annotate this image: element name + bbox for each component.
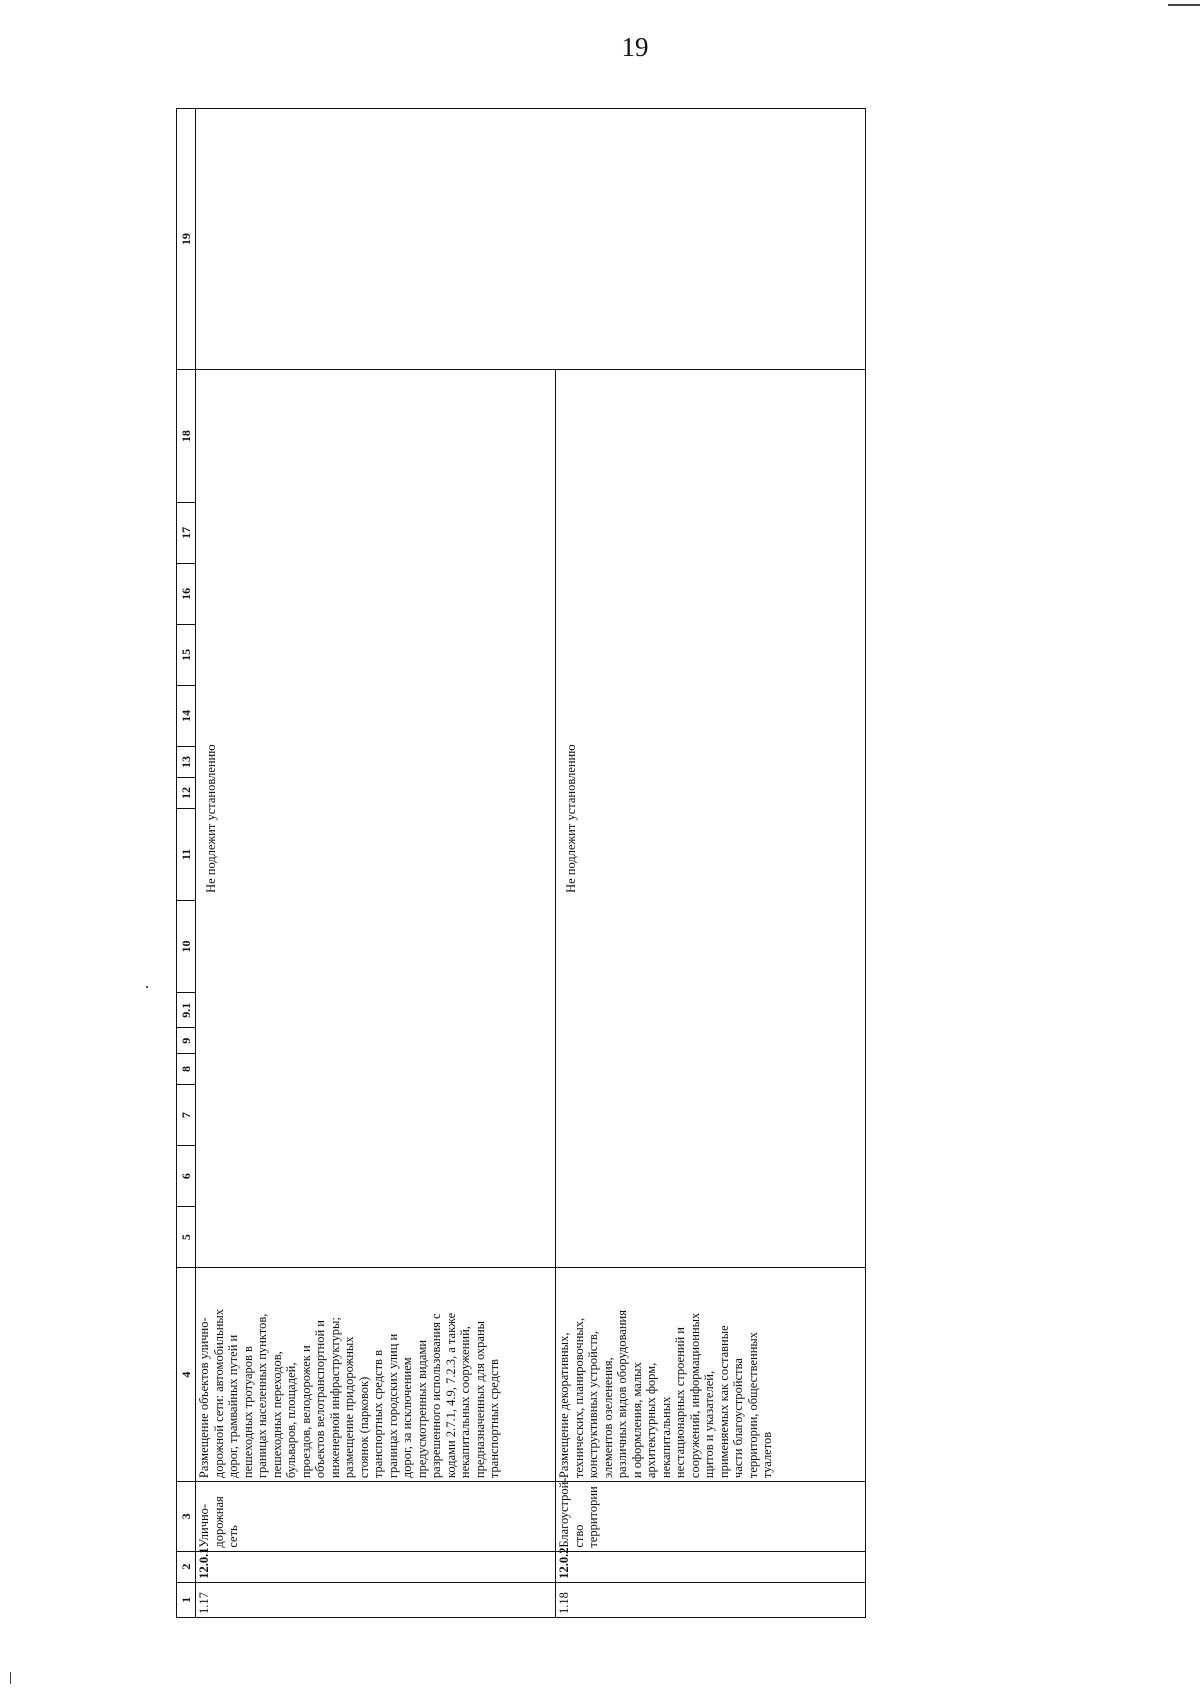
description-line: границах городских улиц и <box>385 1333 400 1479</box>
zoning-table-rotated <box>176 108 866 1618</box>
description-line: применяемых как составные <box>716 1325 731 1479</box>
zoning-table-frame <box>176 108 866 1618</box>
description-line: транспортных средств в <box>371 1350 385 1479</box>
header-cell: 16 <box>177 563 196 624</box>
row-number: 1.18 <box>556 1582 866 1617</box>
use-name: Улично-дорожная сеть <box>196 1482 556 1552</box>
header-cell: 19 <box>177 109 196 370</box>
description-line: элементов озеленения, <box>600 1357 615 1479</box>
use-description <box>556 1268 866 1482</box>
description-line: различных видов оборудования <box>615 1310 629 1479</box>
header-cell: 17 <box>177 502 196 563</box>
description-line: пешеходных переходов, <box>269 1351 284 1479</box>
use-code: 12.0.2 <box>556 1551 866 1582</box>
description-line: размещение придорожных <box>342 1336 356 1479</box>
header-cell: 11 <box>177 808 196 900</box>
header-row <box>177 109 196 1618</box>
description-line: территории, общественных <box>745 1331 760 1479</box>
use-name: Благоустрой-ство территории <box>556 1482 866 1552</box>
description-line: пешеходных тротуаров в <box>240 1346 255 1479</box>
scan-speck <box>146 986 148 988</box>
header-cell: 1 <box>177 1582 196 1617</box>
description-line: предусмотренных видами <box>414 1339 429 1479</box>
description-line: инженерной инфраструктуры; <box>327 1317 342 1479</box>
description-line: границах населенных пунктов, <box>255 1313 269 1479</box>
scan-edge-mark <box>10 1672 11 1684</box>
description-line: нестационарных строений и <box>673 1327 687 1479</box>
description-line: Размещение объектов улично- <box>197 1317 211 1479</box>
not-applicable-text: Не подлежит установлению <box>204 744 218 893</box>
description-line: конструктивных устройств, <box>586 1331 600 1479</box>
scan-edge-mark <box>1168 4 1200 6</box>
description-line: и оформления, малых <box>629 1362 644 1479</box>
description-line: кодами 2.7.1, 4.9, 7.2.3, а также <box>443 1312 458 1479</box>
description-line: дорог, за исключением <box>400 1357 414 1479</box>
description-line: технических, планировочных, <box>571 1317 586 1479</box>
row-number: 1.17 <box>196 1582 556 1617</box>
description-line: щитов и указателей, <box>702 1370 716 1479</box>
description-line: бульваров, площадей, <box>284 1362 298 1479</box>
header-cell: 3 <box>177 1482 196 1552</box>
use-description <box>196 1268 556 1482</box>
header-cell: 13 <box>177 746 196 777</box>
description-line: архитектурных форм, <box>644 1362 658 1479</box>
header-cell: 5 <box>177 1207 196 1268</box>
zoning-table <box>176 108 866 1618</box>
header-cell: 9.1 <box>177 993 196 1028</box>
description-line: сооружений, информационных <box>687 1312 702 1479</box>
header-cell: 8 <box>177 1054 196 1085</box>
description-line: транспортных средств <box>487 1359 501 1479</box>
description-line: дорог, трамвайных путей и <box>226 1334 240 1479</box>
description-line: Размещение декоративных, <box>557 1332 571 1479</box>
header-cell: 14 <box>177 685 196 746</box>
merged-parameters-cell <box>556 370 866 1268</box>
header-cell: 12 <box>177 777 196 808</box>
header-cell: 10 <box>177 901 196 993</box>
table-row <box>196 109 556 1618</box>
description-line: некапитальных <box>658 1396 673 1479</box>
header-cell: 9 <box>177 1028 196 1054</box>
description-line: части благоустройства <box>731 1358 745 1479</box>
header-cell: 2 <box>177 1551 196 1582</box>
description-line: объектов велотранспортной и <box>313 1320 327 1479</box>
description-line: предназначенных для охраны <box>472 1320 487 1479</box>
description-line: туалетов <box>760 1431 774 1479</box>
not-applicable-text: Не подлежит установлению <box>564 744 578 893</box>
use-code: 12.0.1 <box>196 1551 556 1582</box>
description-line: дорожной сети: автомобильных <box>211 1308 226 1479</box>
header-cell: 6 <box>177 1146 196 1207</box>
description-line: некапитальных сооружений, <box>458 1326 472 1479</box>
page-number: 19 <box>621 32 649 62</box>
col-19-cell <box>196 109 866 370</box>
header-cell: 15 <box>177 624 196 685</box>
header-cell: 18 <box>177 370 196 503</box>
description-line: проездов, велодорожек и <box>298 1345 313 1479</box>
description-line: стоянок (парковок) <box>356 1376 371 1479</box>
description-line: разрешенного использования с <box>429 1313 443 1479</box>
merged-parameters-cell <box>196 370 556 1268</box>
header-cell: 7 <box>177 1085 196 1146</box>
header-cell: 4 <box>177 1268 196 1482</box>
